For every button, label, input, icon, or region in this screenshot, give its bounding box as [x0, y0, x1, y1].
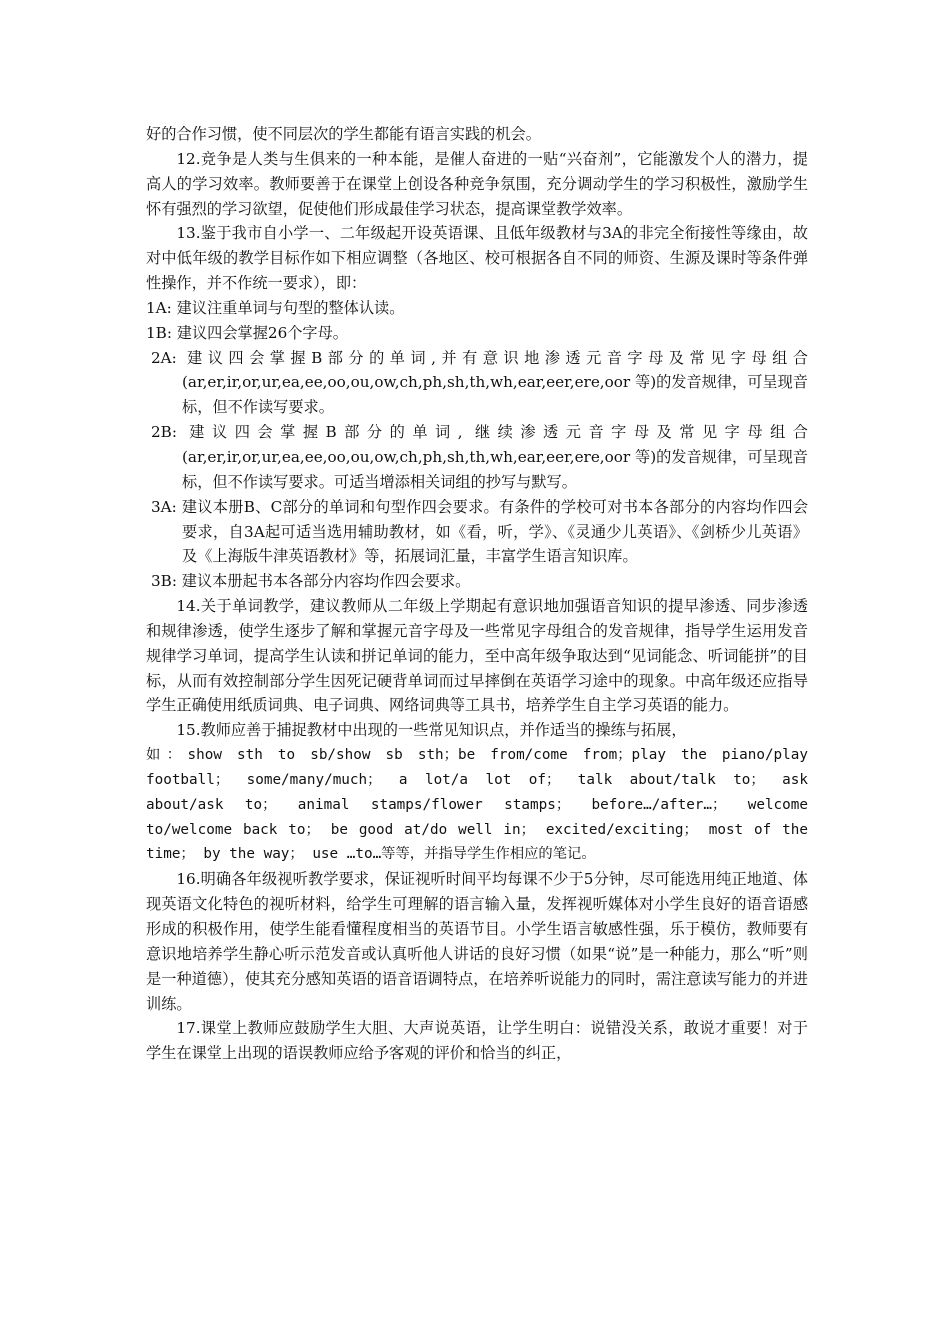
list-item-3a — [146, 495, 808, 570]
item-text: 建议四会掌握B部分的单词,并有意识地渗透元音字母及常见字母组合(ar,er,ir,or,ur,ea,ee,oo,ou,ow,ch,ph,sh,th,wh,ear,eer,ere,oor 等)的发音规律，可呈现音标，但不作读写要求。 — [182, 348, 808, 417]
paragraph-15-intro: 15.教师应善于捕捉教材中出现的一些常见知识点，并作适当的操练与拓展， — [176, 721, 687, 740]
item-text: 建议注重单词与句型的整体认读。 — [176, 298, 405, 317]
item-label: 3B: — [151, 572, 182, 591]
list-item-2a — [146, 346, 808, 421]
item-text: 建议本册起书本各部分内容均作四会要求。 — [181, 572, 471, 591]
item-label: 3A: — [151, 497, 182, 516]
item-label: 2B: — [151, 423, 190, 442]
list-item-1a — [146, 296, 808, 321]
item-text: 建议本册B、C部分的单词和句型作四会要求。有条件的学校可对书本各部分的内容均作四会要求，自3A起可适当选用辅助教材，如《看，听，学》、《灵通少儿英语》、《剑桥少儿英语》及《上海版牛津英语教材》等，拓展词汇量，丰富学生语言知识库。 — [181, 497, 809, 566]
paragraph-15-examples: 如：show sth to sb/show sb sth；be from/come from；play the piano/play football； some/many/much； a lot/a lot of； talk about/talk to； ask about/ask to； animal stamps/flower stamps； before…/after…； welcome to/welcome back to； be good at/do well in； excited/exciting； most of the time； by the way； use …to…等等，并指导学生作相应的笔记。 — [146, 747, 808, 863]
document-page — [146, 122, 808, 1066]
item-label: 2A: — [151, 348, 188, 367]
paragraph-16: 16.明确各年级视听教学要求，保证视听时间平均每课不少于5分钟，尽可能选用纯正地道、体现英语文化特色的视听材料，给学生可理解的语言输入量，发挥视听媒体对小学生良好的语音语感形成的积极作用，使学生能看懂程度相当的英语节目。小学生语言敏感性强，乐于模仿，教师要有意识地培养学生静心听示范发音或认真听他人讲话的良好习惯（如果“说”是一种能力，那么“听”则是一种道德），使其充分感知英语的语音语调特点，在培养听说能力的同时，需注意读写能力的并进训练。 — [146, 870, 808, 1013]
paragraph-17: 17.课堂上教师应鼓励学生大胆、大声说英语，让学生明白：说错没关系，敢说才重要！对于学生在课堂上出现的语误教师应给予客观的评价和恰当的纠正， — [146, 1019, 808, 1063]
paragraph-11-continued: 好的合作习惯，使不同层次的学生都能有语言实践的机会。 — [146, 125, 541, 143]
item-text: 建议四会掌握B部分的单词, 继续渗透元音字母及常见字母组合(ar,er,ir,or,ur,ea,ee,oo,ou,ow,ch,ph,sh,th,wh,ear,eer,ere,oor 等)的发音规律，可呈现音标，但不作读写要求。可适当增添相关词组的抄写与默写。 — [182, 423, 808, 491]
item-label: 1A: — [146, 298, 177, 317]
list-item-3b — [146, 569, 808, 594]
item-text: 建议四会掌握26个字母。 — [176, 323, 348, 342]
paragraph-13: 13.鉴于我市自小学一、二年级起开设英语课、且低年级教材与3A的非完全衔接性等缘由，故对中低年级的教学目标作如下相应调整（各地区、校可根据各自不同的师资、生源及课时等条件弹性操作，并不作统一要求），即： — [146, 224, 808, 293]
paragraph-12: 12.竞争是人类与生俱来的一种本能，是催人奋进的一贴“兴奋剂”，它能激发个人的潜力，提高人的学习效率。教师要善于在课堂上创设各种竞争氛围，充分调动学生的学习积极性，激励学生怀有强烈的学习欲望，促使他们形成最佳学习状态，提高课堂教学效率。 — [146, 149, 808, 218]
item-label: 1B: — [146, 323, 177, 342]
paragraph-14: 14.关于单词教学，建议教师从二年级上学期起有意识地加强语音知识的提早渗透、同步渗透和规律渗透，使学生逐步了解和掌握元音字母及一些常见字母组合的发音规律，指导学生运用发音规律学习单词，提高学生认读和拼记单词的能力，至中高年级争取达到“见词能念、听词能拼”的目标，从而有效控制部分学生因死记硬背单词而过早摔倒在英语学习途中的现象。中高年级还应指导学生正确使用纸质词典、电子词典、网络词典等工具书，培养学生自主学习英语的能力。 — [146, 597, 808, 715]
list-item-2b — [146, 420, 808, 495]
list-item-1b — [146, 321, 808, 346]
